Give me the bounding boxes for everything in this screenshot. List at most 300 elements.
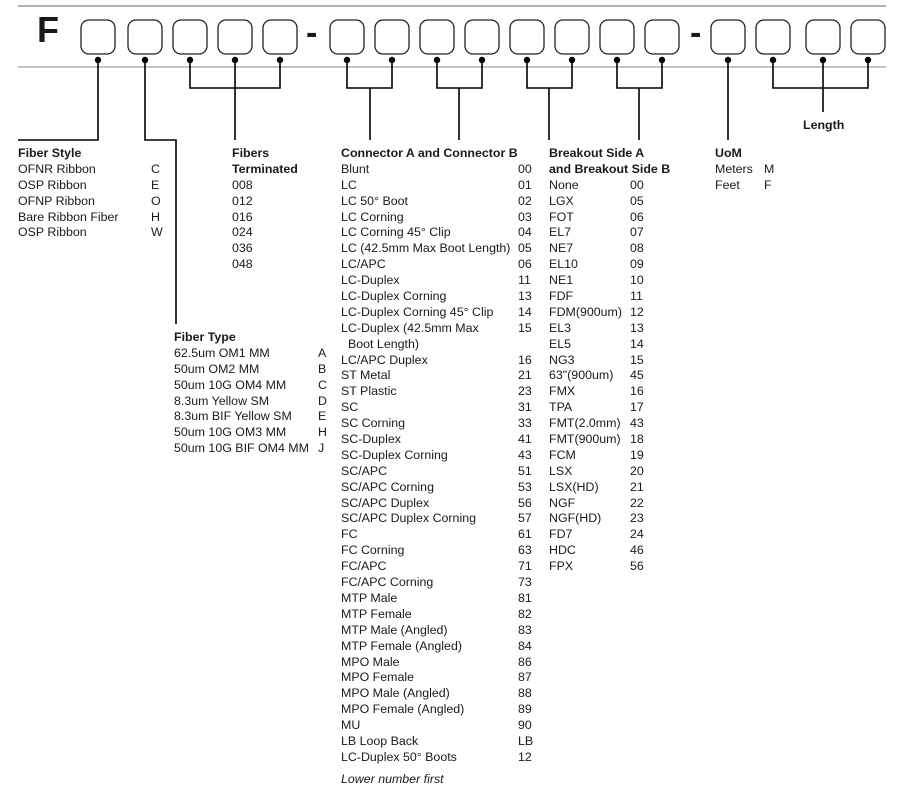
item-code: 03 [518,209,532,224]
fibers-terminated-section [232,146,298,273]
list-item [341,210,541,226]
item-code: O [151,193,161,208]
connector-dot [277,57,283,63]
item-label: LSX [549,463,573,478]
breakout-list [549,178,689,575]
item-label: LC/APC [341,257,386,272]
item-label: NE1 [549,273,574,288]
item-label: FD7 [549,527,573,542]
item-label: LC Corning 45° Clip [341,225,451,240]
item-label: SC/APC Duplex Corning [341,511,476,526]
item-label: NGF [549,495,576,510]
item-label: FC/APC Corning [341,575,434,590]
list-item [549,241,689,257]
connector-dot [344,57,350,63]
item-label: LC-Duplex [341,273,400,288]
item-code: 15 [630,352,644,367]
fiber-type-section [174,330,334,457]
item-label: 8.3um Yellow SM [174,393,270,408]
item-label: 50um OM2 MM [174,361,260,376]
item-code: 00 [518,161,532,176]
list-item [341,527,541,543]
item-code: 10 [630,273,644,288]
item-code: 45 [630,368,644,383]
list-item [341,321,541,337]
item-label: None [549,177,579,192]
code-box [330,20,364,54]
item-label: 8.3um BIF Yellow SM [174,409,292,424]
code-box [806,20,840,54]
list-item: 048 [232,257,253,272]
list-item [341,591,541,607]
list-item [341,480,541,496]
item-label: LC-Duplex Corning [341,289,447,304]
uom-list [715,162,795,194]
item-code: 73 [518,575,532,590]
connector-section [341,146,541,788]
item-label: OSP Ribbon [18,177,87,192]
code-box [81,20,115,54]
item-label: Bare Ribbon Fiber [18,209,119,224]
item-label: FCM [549,447,576,462]
item-label: MTP Female (Angled) [341,638,462,653]
item-code: 06 [630,209,644,224]
code-box [465,20,499,54]
item-code: J [318,441,325,456]
list-item [341,273,541,289]
list-item: 024 [232,225,253,240]
connector-dots [95,57,871,63]
part-number-dash: - [690,14,702,52]
item-code: 84 [518,638,532,653]
item-label: OFNR Ribbon [18,161,96,176]
connector-dot [232,57,238,63]
list-item [549,337,689,353]
list-item [174,362,334,378]
code-box [263,20,297,54]
item-code: F [764,177,772,192]
connector-list [341,162,541,766]
list-item [341,416,541,432]
connector-dot [770,57,776,63]
fibers-terminated-list [232,178,298,273]
fiber-style-section [18,146,168,241]
item-code: 08 [630,241,644,256]
list-item [549,210,689,226]
item-label: EL3 [549,320,572,335]
item-code: 82 [518,606,532,621]
item-label: SC/APC Duplex [341,495,430,510]
connector-line [190,60,280,140]
list-item [549,257,689,273]
list-item [341,337,541,353]
list-item: 008 [232,177,253,192]
list-item [549,416,689,432]
item-code: 20 [630,463,644,478]
connector-dot [725,57,731,63]
code-box [851,20,885,54]
list-item [341,305,541,321]
item-code: 15 [518,320,532,335]
list-item [341,257,541,273]
list-item [341,543,541,559]
part-number-dash: - [306,14,318,52]
connector-line [18,60,98,140]
list-item [174,346,334,362]
item-label: LC-Duplex Corning 45° Clip [341,304,494,319]
item-code: 05 [630,193,644,208]
fiber-type-title: Fiber Type [174,330,236,344]
item-code: 18 [630,432,644,447]
list-item [549,384,689,400]
item-label: FMT(900um) [549,432,621,447]
list-item [18,162,168,178]
item-label: EL5 [549,336,572,351]
list-item [549,448,689,464]
item-code: 81 [518,590,532,605]
list-item [549,289,689,305]
item-code: 16 [630,384,644,399]
list-item [174,425,334,441]
item-code: 14 [630,336,644,351]
list-item [174,409,334,425]
list-item [549,511,689,527]
code-box [218,20,252,54]
code-box [510,20,544,54]
item-code: 11 [518,273,531,288]
item-code: H [151,209,160,224]
item-code: 16 [518,352,532,367]
item-label: SC-Duplex Corning [341,447,448,462]
item-label: TPA [549,400,573,415]
list-item [174,441,334,457]
item-label: MPO Female (Angled) [341,702,465,717]
item-label: EL10 [549,257,578,272]
list-item [341,225,541,241]
item-code: E [151,177,160,192]
item-label: LC Corning [341,209,404,224]
connector-line [773,60,868,112]
item-code: A [318,345,327,360]
list-item [549,225,689,241]
list-item [341,559,541,575]
item-label: Meters [715,161,753,176]
list-item [549,178,689,194]
item-code: 12 [630,304,644,319]
item-label: LC (42.5mm Max Boot Length) [341,241,511,256]
list-item [549,543,689,559]
item-code: C [318,377,327,392]
item-code: 31 [518,400,532,415]
code-box [173,20,207,54]
connector-dot [434,57,440,63]
list-item [715,162,795,178]
item-code: 19 [630,447,644,462]
code-box [420,20,454,54]
code-box [555,20,589,54]
item-label: SC/APC Corning [341,479,434,494]
item-label: EL7 [549,225,572,240]
item-label: FC Corning [341,543,405,558]
item-code: 90 [518,718,532,733]
list-item [549,559,689,575]
item-label: LC-Duplex 50° Boots [341,749,457,764]
item-label: Blunt [341,161,370,176]
connector-dot [479,57,485,63]
item-code: M [764,161,775,176]
connector-line [437,60,482,140]
item-label: MPO Female [341,670,414,685]
list-item: 036 [232,241,253,256]
connector-line [527,60,572,140]
item-label: OFNP Ribbon [18,193,95,208]
connector-dot [614,57,620,63]
item-label: MPO Male [341,654,400,669]
list-item [341,241,541,257]
item-code: 46 [630,543,644,558]
connector-line [347,60,392,140]
part-number-prefix: F [37,9,59,50]
item-label: FC [341,527,358,542]
list-item [18,210,168,226]
item-code: 12 [518,749,532,764]
item-label: 50um 10G OM3 MM [174,425,287,440]
item-label: 63"(900um) [549,368,614,383]
item-label: MTP Male (Angled) [341,622,448,637]
list-item [341,353,541,369]
item-label: FDF [549,289,574,304]
item-label: 62.5um OM1 MM [174,345,270,360]
item-label: 50um 10G OM4 MM [174,377,287,392]
list-item [174,394,334,410]
item-code: 00 [630,177,644,192]
fiber-style-title: Fiber Style [18,146,82,160]
fibers-terminated-title: Terminated [232,161,298,176]
list-item [549,273,689,289]
breakout-title: Breakout Side A [549,146,645,160]
list-item [174,378,334,394]
code-box [756,20,790,54]
item-code: 21 [518,368,532,383]
list-item [341,750,541,766]
item-label: LGX [549,193,574,208]
item-code: 83 [518,622,532,637]
item-label: OSP Ribbon [18,225,87,240]
list-item [341,432,541,448]
list-item [341,511,541,527]
item-code: 23 [518,384,532,399]
list-item [549,432,689,448]
item-label: SC-Duplex [341,432,401,447]
list-item [549,527,689,543]
item-label: LC 50° Boot [341,193,408,208]
item-code: 63 [518,543,532,558]
item-code: 13 [630,320,644,335]
list-item [18,225,168,241]
connector-dot [659,57,665,63]
code-boxes [81,20,885,54]
list-item [341,384,541,400]
list-item [341,639,541,655]
item-code: 57 [518,511,532,526]
item-code: 09 [630,257,644,272]
connector-dot [389,57,395,63]
list-item [715,178,795,194]
length-title: Length [803,118,845,132]
list-item [341,448,541,464]
list-item: 012 [232,193,253,208]
list-item [341,718,541,734]
list-item [341,464,541,480]
item-code: 41 [518,432,532,447]
item-code: 71 [518,559,532,574]
item-label: NG3 [549,352,575,367]
code-box [375,20,409,54]
list-item [341,607,541,623]
item-label: LSX(HD) [549,479,599,494]
item-label: LC/APC Duplex [341,352,428,367]
item-code: 22 [630,495,644,510]
connector-dot [95,57,101,63]
breakout-title: and Breakout Side B [549,161,671,176]
item-label: LC [341,177,357,192]
item-code: D [318,393,327,408]
list-item [341,734,541,750]
list-item [341,400,541,416]
list-item [18,194,168,210]
item-label: SC Corning [341,416,406,431]
item-code: 43 [630,416,644,431]
item-code: LB [518,733,534,748]
item-code: C [151,161,160,176]
list-item [549,194,689,210]
item-code: 89 [518,702,532,717]
list-item [341,670,541,686]
code-box [645,20,679,54]
list-item [549,368,689,384]
item-code: 17 [630,400,644,415]
connector-dot [820,57,826,63]
item-label: ST Metal [341,368,391,383]
item-code: 11 [630,289,643,304]
fiber-type-list [174,346,334,457]
item-code: 14 [518,304,532,319]
item-code: 53 [518,479,532,494]
item-label: Boot Length) [348,336,419,351]
item-code: 05 [518,241,532,256]
list-item [341,178,541,194]
item-code: 23 [630,511,644,526]
item-code: 61 [518,527,532,542]
code-box [711,20,745,54]
item-label: LC-Duplex (42.5mm Max [341,320,479,335]
item-code: 56 [518,495,532,510]
item-label: FOT [549,209,574,224]
item-label: ST Plastic [341,384,397,399]
connector-dot [524,57,530,63]
item-code: 21 [630,479,644,494]
list-item [341,575,541,591]
breakout-section [549,146,689,575]
list-item [549,400,689,416]
uom-title: UoM [715,146,742,160]
item-label: MPO Male (Angled) [341,686,450,701]
item-code: 88 [518,686,532,701]
code-box [128,20,162,54]
item-code: 07 [630,225,644,240]
item-code: H [318,425,327,440]
item-label: FMX [549,384,576,399]
list-item [341,655,541,671]
item-label: MTP Female [341,606,412,621]
item-code: 04 [518,225,532,240]
item-code: 06 [518,257,532,272]
item-code: B [318,361,327,376]
item-label: FC/APC [341,559,387,574]
item-code: 43 [518,447,532,462]
list-item [18,178,168,194]
list-item [549,496,689,512]
list-item [549,305,689,321]
item-code: 87 [518,670,532,685]
item-label: NE7 [549,241,574,256]
fibers-terminated-title: Fibers [232,146,270,160]
uom-section [715,146,795,194]
item-label: NGF(HD) [549,511,602,526]
item-code: 24 [630,527,644,542]
list-item [341,162,541,178]
item-code: E [318,409,327,424]
list-item [341,623,541,639]
item-code: W [151,225,163,240]
item-label: HDC [549,543,576,558]
item-label: Feet [715,177,740,192]
item-code: 33 [518,416,532,431]
fiber-style-list [18,162,168,241]
code-box [600,20,634,54]
item-label: LB Loop Back [341,733,419,748]
list-item [341,686,541,702]
connector-line [617,60,662,140]
item-label: MU [341,718,361,733]
item-code: 02 [518,193,532,208]
connector-dot [187,57,193,63]
connector-dot [142,57,148,63]
list-item [549,464,689,480]
connector-dot [865,57,871,63]
list-item [341,289,541,305]
item-label: SC [341,400,359,415]
list-item [549,353,689,369]
item-label: 50um 10G BIF OM4 MM [174,441,309,456]
list-item [341,194,541,210]
connector-title: Connector A and Connector B [341,146,518,160]
list-item [341,702,541,718]
item-label: MTP Male [341,590,398,605]
connector-footnote: Lower number first [341,771,444,786]
list-item [549,321,689,337]
item-code: 86 [518,654,532,669]
item-code: 51 [518,463,532,478]
item-label: FMT(2.0mm) [549,416,621,431]
item-label: SC/APC [341,463,388,478]
list-item [341,368,541,384]
list-item [341,496,541,512]
item-code: 56 [630,559,644,574]
list-item: 016 [232,209,253,224]
connector-dot [569,57,575,63]
item-code: 13 [518,289,532,304]
